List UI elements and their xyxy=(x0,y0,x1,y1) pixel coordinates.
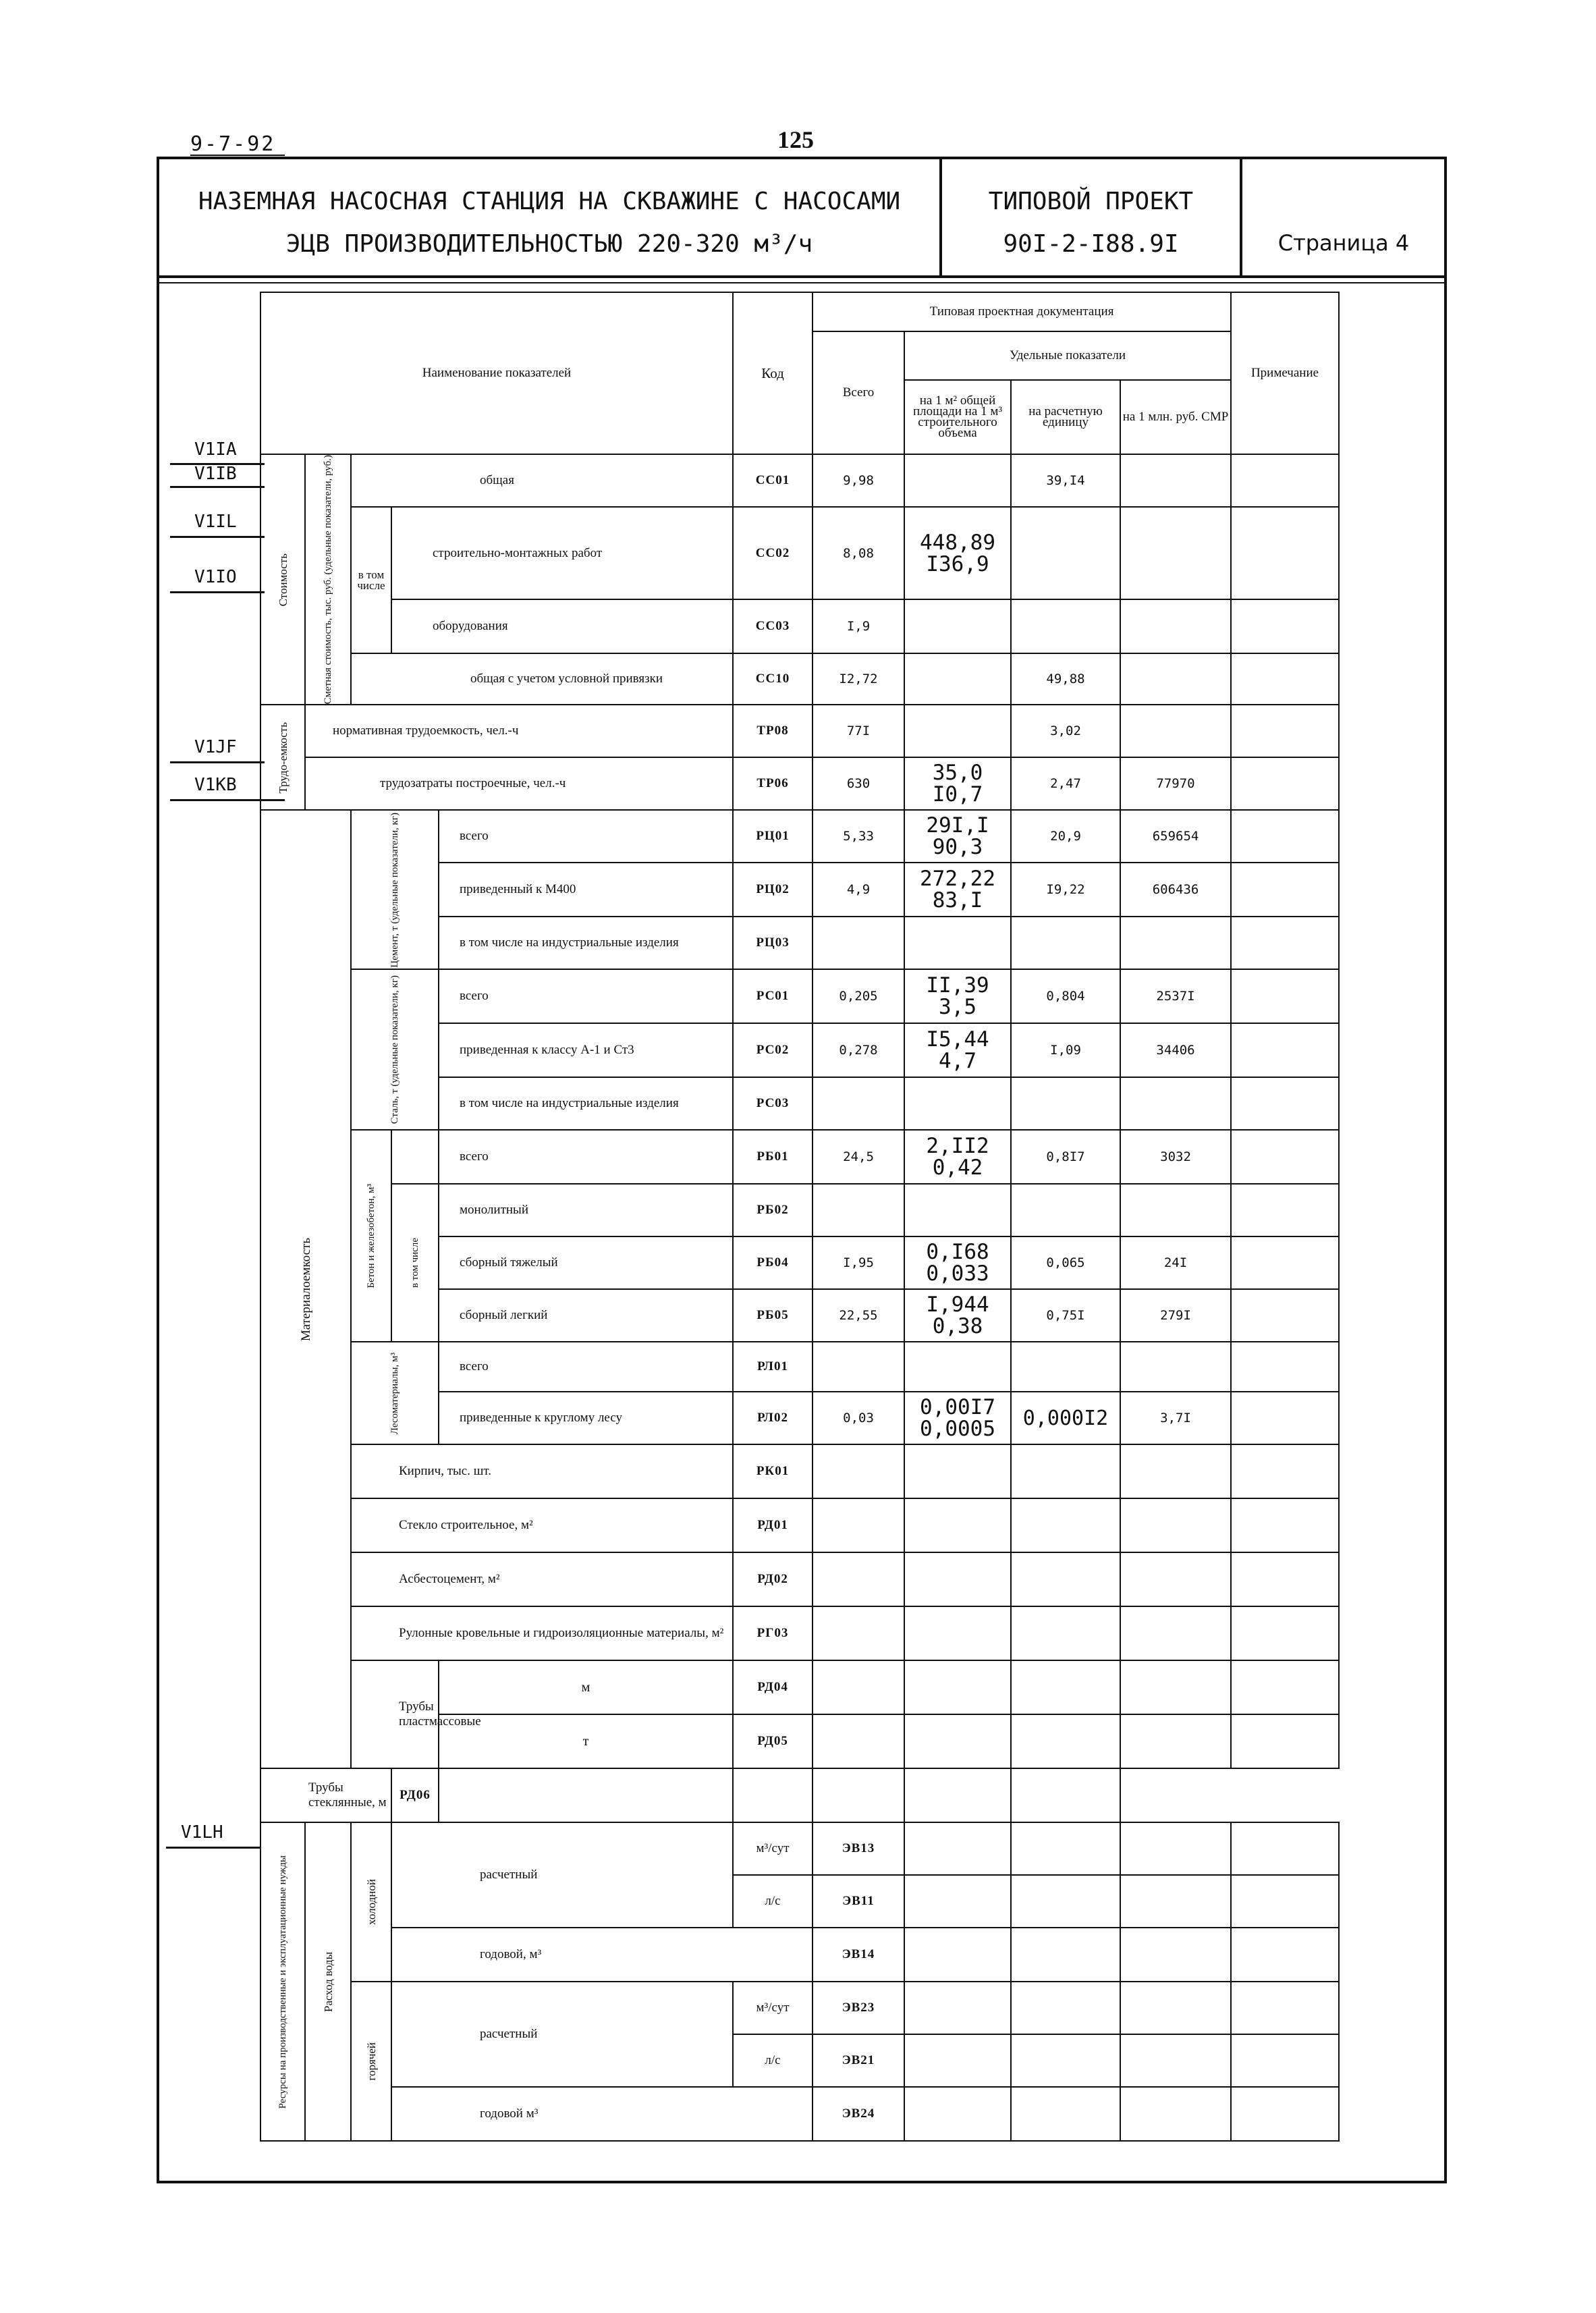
table-row xyxy=(260,1822,1428,1875)
table-row xyxy=(260,969,1428,1023)
cell-per-unit xyxy=(1011,1184,1120,1236)
row-code: РК01 xyxy=(733,1444,813,1498)
unit-label: м³/сут xyxy=(733,1822,813,1875)
col-specific-header: Удельные показатели xyxy=(904,331,1231,380)
cell-per-mln: 2537I xyxy=(1120,969,1231,1023)
concrete-spacer xyxy=(391,1130,439,1184)
cell-per-mln xyxy=(1120,705,1231,757)
table-row xyxy=(260,653,1428,705)
row-name: трудозатраты построечные, чел.-ч xyxy=(305,757,733,810)
cell-per-unit xyxy=(1011,1552,1120,1606)
side-rule xyxy=(170,486,265,488)
cell-per-unit xyxy=(813,1768,904,1822)
cell-total xyxy=(813,1077,904,1130)
row-name: расчетный xyxy=(391,1822,733,1928)
row-name: годовой, м³ xyxy=(391,1928,813,1982)
cell-per-unit xyxy=(1120,1982,1231,2034)
cell-per-m2 xyxy=(1011,1875,1120,1928)
cell-total: 5,33 xyxy=(813,810,904,863)
side-rule xyxy=(170,591,265,593)
row-name: всего xyxy=(439,1342,733,1392)
table-row xyxy=(260,1768,1428,1822)
row-code: РГ03 xyxy=(733,1606,813,1660)
cell-total: I2,72 xyxy=(813,653,904,705)
cell-note xyxy=(1231,1714,1339,1768)
cell-per-mln xyxy=(1120,1552,1231,1606)
cell-per-mln: 279I xyxy=(1120,1289,1231,1342)
cell-per-unit: 0,8I7 xyxy=(1011,1130,1120,1184)
cell-per-mln xyxy=(1231,2087,1339,2141)
cell-per-unit xyxy=(1011,1077,1120,1130)
cell-per-unit xyxy=(1011,917,1120,969)
group-resources: Ресурсы на производственные и эксплуатационные нужды xyxy=(260,1822,305,2141)
cell-per-mln: 77970 xyxy=(1120,757,1231,810)
title-block xyxy=(157,157,1447,278)
row-name: всего xyxy=(439,969,733,1023)
cell-per-mln xyxy=(1120,1606,1231,1660)
cell-total: 4,9 xyxy=(813,863,904,917)
cell-per-mln xyxy=(1120,1184,1231,1236)
cell-total: I,95 xyxy=(813,1236,904,1289)
project-cell xyxy=(942,159,1242,275)
cell-per-m2: 29I,I 90,3 xyxy=(904,810,1011,863)
cell-total xyxy=(813,1714,904,1768)
row-name: в том числе на индустриальные изделия xyxy=(439,1077,733,1130)
cell-note xyxy=(1231,1606,1339,1660)
cell-per-unit: 0,804 xyxy=(1011,969,1120,1023)
cell-per-unit xyxy=(1011,599,1120,653)
cell-note xyxy=(1231,1392,1339,1444)
cell-total: 630 xyxy=(813,757,904,810)
group-material: Материалоемкость xyxy=(260,810,351,1768)
cell-total xyxy=(813,1184,904,1236)
col-name-header: Наименование показателей xyxy=(260,292,733,454)
cell-per-m2 xyxy=(733,1768,813,1822)
row-code: РС02 xyxy=(733,1023,813,1077)
table-row xyxy=(260,2087,1428,2141)
row-name: сборный легкий xyxy=(439,1289,733,1342)
unit-label: м xyxy=(439,1660,733,1714)
indicators-table xyxy=(260,292,1429,2142)
cell-per-unit: 39,I4 xyxy=(1011,454,1120,507)
group-timber: Лесоматериалы, м³ xyxy=(351,1342,439,1444)
col-total-header: Всего xyxy=(813,331,904,454)
cell-per-unit xyxy=(1011,1714,1120,1768)
cell-note xyxy=(1231,1236,1339,1289)
side-code-v1jf: V1JF xyxy=(194,737,237,757)
cell-per-m2 xyxy=(904,1184,1011,1236)
row-name: общая с учетом условной привязки xyxy=(351,653,733,705)
table-row xyxy=(260,1130,1428,1184)
cell-per-unit: I,09 xyxy=(1011,1023,1120,1077)
unit-label: л/с xyxy=(733,1875,813,1928)
row-code: РБ05 xyxy=(733,1289,813,1342)
row-name: нормативная трудоемкость, чел.-ч xyxy=(305,705,733,757)
row-name: монолитный xyxy=(439,1184,733,1236)
row-code: РД04 xyxy=(733,1660,813,1714)
cell-total: 77I xyxy=(813,705,904,757)
cell-per-m2 xyxy=(904,1606,1011,1660)
row-code: СС10 xyxy=(733,653,813,705)
col-note-header: Примечание xyxy=(1231,292,1339,454)
title-cell xyxy=(159,159,942,275)
col-code-header: Код xyxy=(733,292,813,454)
row-name: сборный тяжелый xyxy=(439,1236,733,1289)
cell-per-unit xyxy=(1011,1342,1120,1392)
cell-total: 24,5 xyxy=(813,1130,904,1184)
cell-note xyxy=(1231,1023,1339,1077)
group-cost: Стоимость xyxy=(260,454,305,705)
page-label: Страница 4 xyxy=(1277,230,1410,256)
cell-per-m2 xyxy=(904,1342,1011,1392)
group-steel: Сталь, т (удельные показатели, кг) xyxy=(351,969,439,1130)
table-row xyxy=(260,454,1428,507)
row-name: оборудования xyxy=(391,599,733,653)
side-rule xyxy=(166,1847,260,1849)
cell-per-mln: 659654 xyxy=(1120,810,1231,863)
cell-per-mln xyxy=(1120,653,1231,705)
cell-per-mln xyxy=(1120,1498,1231,1552)
cell-note xyxy=(1231,1498,1339,1552)
cell-per-m2: I,944 0,38 xyxy=(904,1289,1011,1342)
row-code: РС01 xyxy=(733,969,813,1023)
cell-per-m2 xyxy=(904,917,1011,969)
cell-per-mln: 606436 xyxy=(1120,863,1231,917)
page-number: 125 xyxy=(777,126,814,153)
cell-per-unit: 0,75I xyxy=(1011,1289,1120,1342)
row-code: РД02 xyxy=(733,1552,813,1606)
cell-note xyxy=(1231,810,1339,863)
row-code: РЦ03 xyxy=(733,917,813,969)
table-row xyxy=(260,1982,1428,2034)
cell-per-m2 xyxy=(904,705,1011,757)
row-code: ТР06 xyxy=(733,757,813,810)
doc-code-underline xyxy=(190,155,285,156)
col-per-unit-header: на расчетную единицу xyxy=(1011,380,1120,454)
title-line-2: ЭЦВ ПРОИЗВОДИТЕЛЬНОСТЬЮ 220-320 м³/ч xyxy=(285,230,813,258)
cell-per-m2 xyxy=(904,1552,1011,1606)
cell-per-unit xyxy=(1120,2087,1231,2141)
row-code: СС01 xyxy=(733,454,813,507)
cell-note xyxy=(1231,705,1339,757)
row-name: расчетный xyxy=(391,1982,733,2087)
cell-per-mln: 3032 xyxy=(1120,1130,1231,1184)
cell-per-unit xyxy=(1120,1928,1231,1982)
cell-per-unit: 2,47 xyxy=(1011,757,1120,810)
cell-total xyxy=(904,1875,1011,1928)
side-code-v1il: V1IL xyxy=(194,512,237,532)
row-name: Трубы стеклянные, м xyxy=(260,1768,391,1822)
cell-per-mln: 3,7I xyxy=(1120,1392,1231,1444)
cell-per-unit xyxy=(1011,1498,1120,1552)
cell-per-unit xyxy=(1011,1444,1120,1498)
cell-per-mln xyxy=(1231,1928,1339,1982)
cell-note xyxy=(1231,1660,1339,1714)
cell-note xyxy=(1231,969,1339,1023)
col-typical-header: Типовая проектная документация xyxy=(813,292,1231,331)
row-name: Кирпич, тыс. шт. xyxy=(351,1444,733,1498)
row-name: всего xyxy=(439,810,733,863)
cell-total xyxy=(904,2087,1011,2141)
row-name: годовой м³ xyxy=(391,2087,813,2141)
cell-per-unit: 20,9 xyxy=(1011,810,1120,863)
cell-note xyxy=(1231,599,1339,653)
row-code: ЭВ14 xyxy=(813,1928,904,1982)
row-name: Трубы пластмассовые xyxy=(351,1660,439,1768)
cell-per-mln xyxy=(1231,2034,1339,2087)
row-code: РС03 xyxy=(733,1077,813,1130)
cell-total: 0,278 xyxy=(813,1023,904,1077)
row-code: РЛ01 xyxy=(733,1342,813,1392)
cell-per-unit xyxy=(1011,1606,1120,1660)
cell-per-mln xyxy=(1120,917,1231,969)
cell-per-mln xyxy=(1120,454,1231,507)
side-code-v1lh: V1LH xyxy=(181,1822,223,1843)
cell-per-m2: 2,II2 0,42 xyxy=(904,1130,1011,1184)
cell-total xyxy=(904,1928,1011,1982)
project-number: 90I-2-I88.9I xyxy=(1003,230,1179,258)
cell-per-unit: 3,02 xyxy=(1011,705,1120,757)
row-name: приведенный к М400 xyxy=(439,863,733,917)
cell-per-mln xyxy=(1231,1982,1339,2034)
row-code: ЭВ11 xyxy=(813,1875,904,1928)
table-row xyxy=(260,599,1428,653)
cell-per-m2 xyxy=(904,1498,1011,1552)
row-code: ЭВ21 xyxy=(813,2034,904,2087)
table-row xyxy=(260,1606,1428,1660)
cell-per-mln xyxy=(1231,1822,1339,1875)
table-row xyxy=(260,507,1428,599)
row-name: Рулонные кровельные и гидроизоляционные материалы, м² xyxy=(351,1606,733,1660)
row-code: ЭВ13 xyxy=(813,1822,904,1875)
row-code: РЦ02 xyxy=(733,863,813,917)
cell-per-m2 xyxy=(904,599,1011,653)
cell-per-m2: II,39 3,5 xyxy=(904,969,1011,1023)
cell-total xyxy=(813,1498,904,1552)
row-code: ЭВ24 xyxy=(813,2087,904,2141)
cell-per-mln xyxy=(1120,1714,1231,1768)
cell-per-m2: 448,89 I36,9 xyxy=(904,507,1011,599)
col-per-mln-header: на 1 млн. руб. СМР xyxy=(1120,380,1231,454)
row-name: Стекло строительное, м² xyxy=(351,1498,733,1552)
cell-total: 9,98 xyxy=(813,454,904,507)
cell-per-mln xyxy=(1120,599,1231,653)
cell-per-mln xyxy=(1120,507,1231,599)
cell-per-unit: 0,065 xyxy=(1011,1236,1120,1289)
cell-per-unit: 0,000I2 xyxy=(1011,1392,1120,1444)
row-code: ТР08 xyxy=(733,705,813,757)
cell-per-m2 xyxy=(904,653,1011,705)
row-name: всего xyxy=(439,1130,733,1184)
row-code: РБ01 xyxy=(733,1130,813,1184)
cell-note xyxy=(1231,1077,1339,1130)
cell-total xyxy=(439,1768,733,1822)
cell-per-m2 xyxy=(1011,1982,1120,2034)
cell-per-m2: 0,00I7 0,0005 xyxy=(904,1392,1011,1444)
cell-total xyxy=(813,1606,904,1660)
cell-per-m2 xyxy=(904,1444,1011,1498)
cell-per-m2: 35,0 I0,7 xyxy=(904,757,1011,810)
cell-per-mln: 24I xyxy=(1120,1236,1231,1289)
cell-per-unit xyxy=(1120,1875,1231,1928)
cell-total xyxy=(813,917,904,969)
unit-label: м³/сут xyxy=(733,1982,813,2034)
cell-per-unit: 49,88 xyxy=(1011,653,1120,705)
cell-total xyxy=(813,1342,904,1392)
cell-total: 0,205 xyxy=(813,969,904,1023)
cell-per-mln xyxy=(1231,1875,1339,1928)
row-name: строительно-монтажных работ xyxy=(391,507,733,599)
cell-per-m2 xyxy=(904,1660,1011,1714)
group-concrete-incl: в том числе xyxy=(391,1184,439,1342)
cell-total xyxy=(904,2034,1011,2087)
cell-per-m2: I5,44 4,7 xyxy=(904,1023,1011,1077)
title-line-1: НАЗЕМНАЯ НАСОСНАЯ СТАНЦИЯ НА СКВАЖИНЕ С НАСОСАМИ xyxy=(198,188,901,215)
row-code: РД01 xyxy=(733,1498,813,1552)
cell-note xyxy=(1231,1184,1339,1236)
cell-per-mln: 34406 xyxy=(1120,1023,1231,1077)
table-row xyxy=(260,705,1428,757)
cell-per-m2 xyxy=(1011,2034,1120,2087)
cell-per-unit xyxy=(1011,507,1120,599)
cell-total xyxy=(813,1444,904,1498)
row-name: приведенные к круглому лесу xyxy=(439,1392,733,1444)
side-rule xyxy=(170,536,265,538)
cell-note xyxy=(1231,1130,1339,1184)
row-name: приведенная к классу А-1 и Ст3 xyxy=(439,1023,733,1077)
cell-per-m2 xyxy=(1011,1928,1120,1982)
side-code-v1ib: V1IB xyxy=(194,464,237,484)
cell-note xyxy=(1231,917,1339,969)
table-row xyxy=(260,1498,1428,1552)
cell-note xyxy=(1231,1552,1339,1606)
cell-per-mln xyxy=(1120,1444,1231,1498)
row-code: ЭВ23 xyxy=(813,1982,904,2034)
cell-total: 0,03 xyxy=(813,1392,904,1444)
side-code-v1kb: V1KB xyxy=(194,775,237,795)
table-row xyxy=(260,1342,1428,1392)
cell-per-mln xyxy=(1120,1660,1231,1714)
row-code: РД05 xyxy=(733,1714,813,1768)
cell-per-m2: 0,I68 0,033 xyxy=(904,1236,1011,1289)
group-hot: горячей xyxy=(351,1982,391,2141)
row-code: РБ02 xyxy=(733,1184,813,1236)
cell-per-mln xyxy=(904,1768,1011,1822)
cell-note xyxy=(1231,757,1339,810)
cell-per-m2 xyxy=(904,1714,1011,1768)
side-code-v1io: V1IO xyxy=(194,567,237,587)
col-per-m2-header: на 1 м² общей площади на 1 м³ строительного объема xyxy=(904,380,1011,454)
cell-per-mln xyxy=(1120,1342,1231,1392)
unit-label: т xyxy=(439,1714,733,1768)
project-label: ТИПОВОЙ ПРОЕКТ xyxy=(988,188,1194,215)
cell-per-m2 xyxy=(904,454,1011,507)
cell-note xyxy=(1231,454,1339,507)
group-estimate: Сметная стоимость, тыс. руб. (удельные показатели, руб.) xyxy=(305,454,351,705)
table-row xyxy=(260,810,1428,863)
cell-per-mln xyxy=(1120,1077,1231,1130)
cell-per-unit: I9,22 xyxy=(1011,863,1120,917)
cell-note xyxy=(1231,1444,1339,1498)
group-concrete: Бетон и железобетон, м³ xyxy=(351,1130,391,1342)
cell-total: 22,55 xyxy=(813,1289,904,1342)
side-code-v1ia: V1IA xyxy=(194,439,237,460)
table-row xyxy=(260,1660,1428,1714)
cell-total xyxy=(904,1982,1011,2034)
cell-per-m2 xyxy=(1011,1822,1120,1875)
cell-note xyxy=(1231,863,1339,917)
cell-note xyxy=(1231,1342,1339,1392)
cell-total: 8,08 xyxy=(813,507,904,599)
row-code: РЛ02 xyxy=(733,1392,813,1444)
row-code: СС03 xyxy=(733,599,813,653)
cell-per-m2: 272,22 83,I xyxy=(904,863,1011,917)
row-code: РД06 xyxy=(391,1768,439,1822)
incl-label: в том числе xyxy=(351,507,391,653)
cell-per-unit xyxy=(1120,1822,1231,1875)
unit-label: л/с xyxy=(733,2034,813,2087)
table-row xyxy=(260,1184,1428,1236)
cell-per-unit xyxy=(1011,1660,1120,1714)
group-labor: Трудо-емкость xyxy=(260,705,305,810)
cell-per-unit xyxy=(1120,2034,1231,2087)
row-name: Асбестоцемент, м² xyxy=(351,1552,733,1606)
cell-total: I,9 xyxy=(813,599,904,653)
cell-total xyxy=(813,1660,904,1714)
table-row xyxy=(260,757,1428,810)
table-row xyxy=(260,1444,1428,1498)
table-row xyxy=(260,1552,1428,1606)
group-water: Расход воды xyxy=(305,1822,351,2141)
cell-note xyxy=(1011,1768,1120,1822)
row-code: СС02 xyxy=(733,507,813,599)
doc-code: 9-7-92 xyxy=(190,132,276,156)
row-name: в том числе на индустриальные изделия xyxy=(439,917,733,969)
cell-note xyxy=(1231,1289,1339,1342)
row-code: РБ04 xyxy=(733,1236,813,1289)
page-cell xyxy=(1242,159,1445,275)
group-cement: Цемент, т (удельные показатели, кг) xyxy=(351,810,439,969)
table-row xyxy=(260,1928,1428,1982)
row-code: РЦ01 xyxy=(733,810,813,863)
cell-note xyxy=(1231,507,1339,599)
side-rule xyxy=(170,761,265,763)
table-head-row xyxy=(260,292,1428,331)
cell-total xyxy=(904,1822,1011,1875)
group-cold: холодной xyxy=(351,1822,391,1982)
cell-total xyxy=(813,1552,904,1606)
cell-per-m2 xyxy=(904,1077,1011,1130)
row-name: общая xyxy=(351,454,733,507)
cell-note xyxy=(1231,653,1339,705)
cell-per-m2 xyxy=(1011,2087,1120,2141)
